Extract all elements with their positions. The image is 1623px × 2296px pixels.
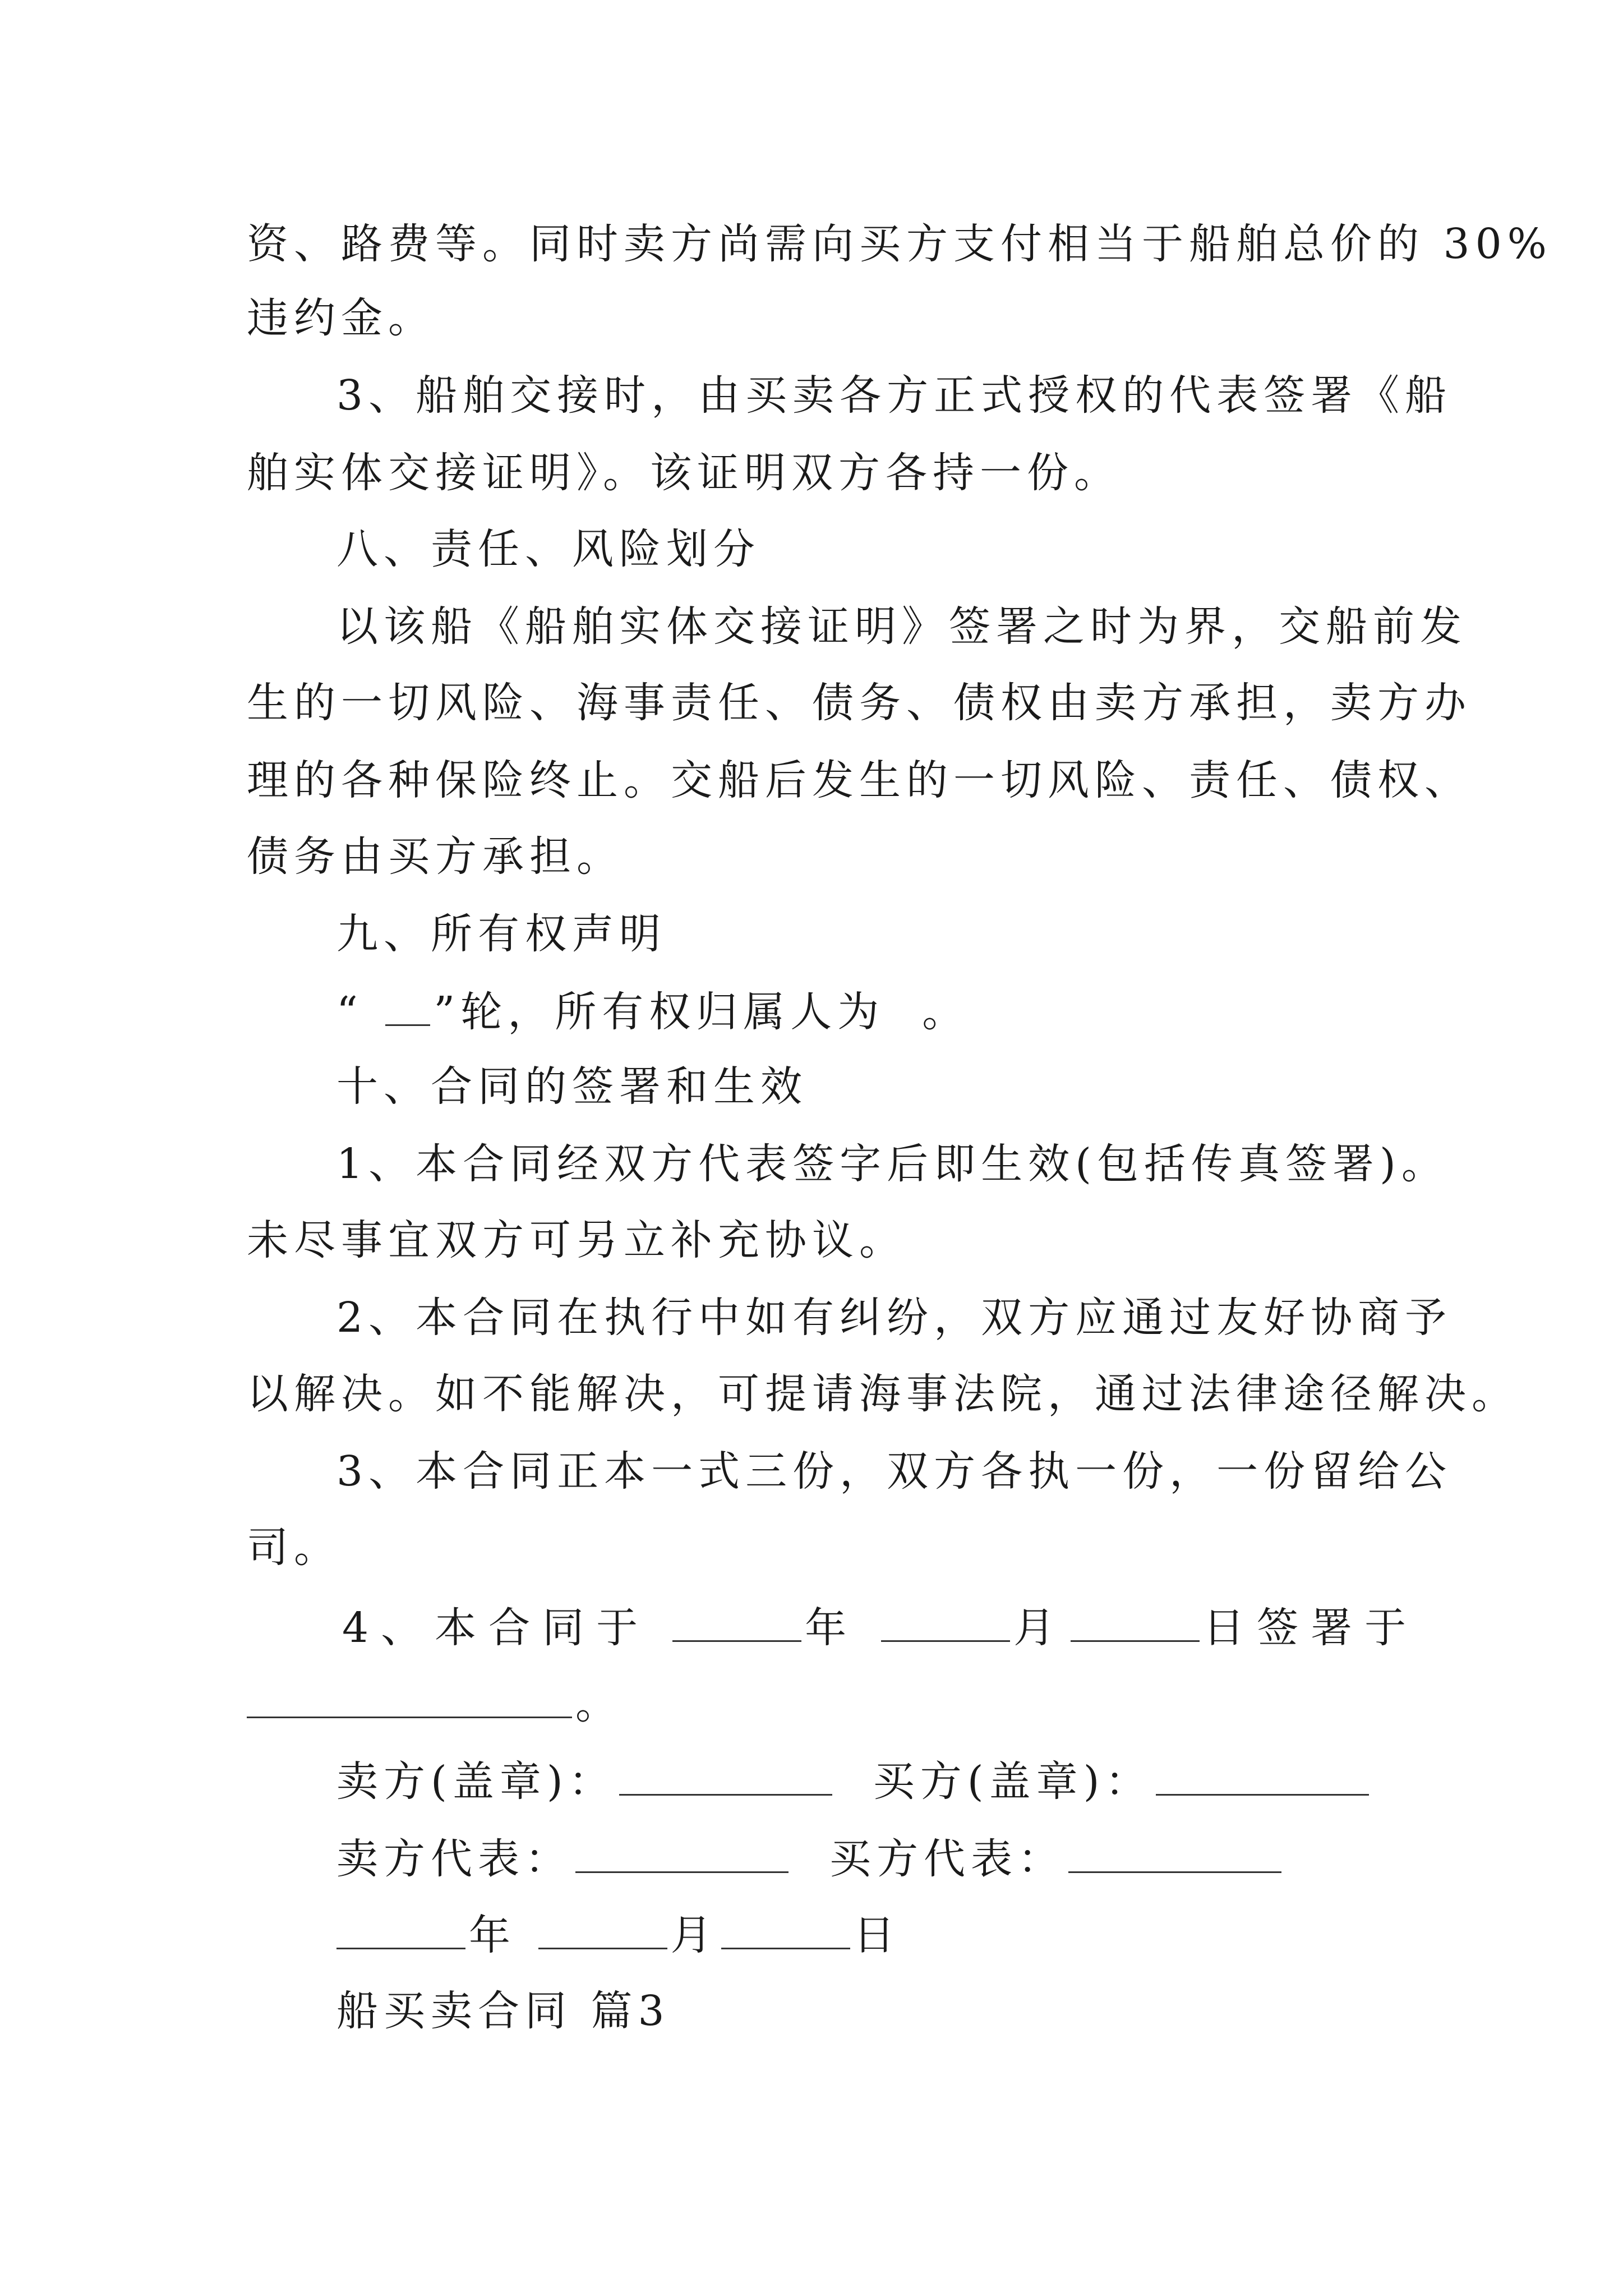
paragraph-line: 2、本合同在执行中如有纠纷，双方应通过友好协商予 xyxy=(336,1294,1453,1342)
section-heading: 八、责任、风险划分 xyxy=(336,525,760,573)
paragraph-line: 以该船《船舶实体交接证明》签署之时为界，交船前发 xyxy=(336,602,1467,651)
signing-prefix: 4、本合同于 xyxy=(342,1604,651,1652)
paragraph-line: 3、本合同正本一式三份，双方各执一份，一份留给公 xyxy=(336,1447,1453,1496)
paragraph-line: 生的一切风险、海事责任、债务、债权由卖方承担，卖方办 xyxy=(247,679,1472,727)
sig-month-blank xyxy=(538,1913,667,1949)
paragraph-line: 资、路费等。同时卖方尚需向买方支付相当于船舶总价的 30% xyxy=(247,220,1552,268)
seller-rep-label: 卖方代表： xyxy=(336,1835,572,1883)
section-heading: 十、合同的签署和生效 xyxy=(336,1062,808,1111)
paragraph-line: 债务由买方承担。 xyxy=(247,832,624,881)
next-section-title: 船买卖合同 篇3 xyxy=(336,1987,670,2035)
seal-row xyxy=(336,1757,1372,1806)
signing-place-line xyxy=(247,1680,623,1728)
day-label: 日签署于 xyxy=(1203,1604,1419,1652)
paragraph-line: 理的各种保险终止。交船后发生的一切风险、责任、债权、 xyxy=(247,756,1472,804)
sig-year-blank xyxy=(336,1913,465,1949)
buyer-rep-blank xyxy=(1068,1837,1281,1873)
sig-day-label: 日 xyxy=(853,1911,901,1959)
seller-seal-label: 卖方(盖章)： xyxy=(336,1757,616,1806)
paragraph-line: 以解决。如不能解决，可提请海事法院，通过法律途径解决。 xyxy=(247,1370,1519,1418)
signing-end: 。 xyxy=(575,1680,623,1728)
paragraph-line: 未尽事宜双方可另立补充协议。 xyxy=(247,1216,906,1264)
sig-day-blank xyxy=(721,1913,850,1949)
representative-row xyxy=(336,1835,1285,1883)
ship-name-blank xyxy=(385,990,430,1026)
paragraph-line: 1、本合同经双方代表签字后即生效(包括传真签署)。 xyxy=(336,1140,1449,1188)
buyer-seal-label: 买方(盖章)： xyxy=(873,1757,1152,1806)
day-blank xyxy=(1071,1605,1200,1642)
signing-date-line xyxy=(342,1604,1419,1652)
sig-year-label: 年 xyxy=(469,1911,516,1959)
paragraph-line: 舶实体交接证明》。该证明双方各持一份。 xyxy=(247,449,1121,497)
ownership-statement xyxy=(336,988,970,1036)
month-label: 月 xyxy=(1013,1604,1068,1652)
buyer-seal-blank xyxy=(1156,1759,1369,1796)
paragraph-line: 违约金。 xyxy=(247,294,435,342)
paragraph-line: 3、船舶交接时，由买卖各方正式授权的代表签署《船 xyxy=(336,371,1453,420)
buyer-rep-label: 买方代表： xyxy=(829,1835,1066,1883)
year-label: 年 xyxy=(805,1604,859,1652)
open-quote: “ xyxy=(336,988,363,1036)
seller-seal-blank xyxy=(619,1759,832,1796)
ownership-end: 。 xyxy=(922,988,970,1036)
year-blank xyxy=(672,1605,801,1642)
signature-date-row xyxy=(336,1911,901,1959)
place-blank xyxy=(247,1682,572,1718)
sig-month-label: 月 xyxy=(670,1911,718,1959)
ownership-text: ”轮，所有权归属人为 xyxy=(434,988,885,1036)
month-blank xyxy=(881,1605,1010,1642)
paragraph-line: 司。 xyxy=(247,1524,341,1572)
seller-rep-blank xyxy=(575,1837,789,1873)
section-heading: 九、所有权声明 xyxy=(336,910,666,958)
